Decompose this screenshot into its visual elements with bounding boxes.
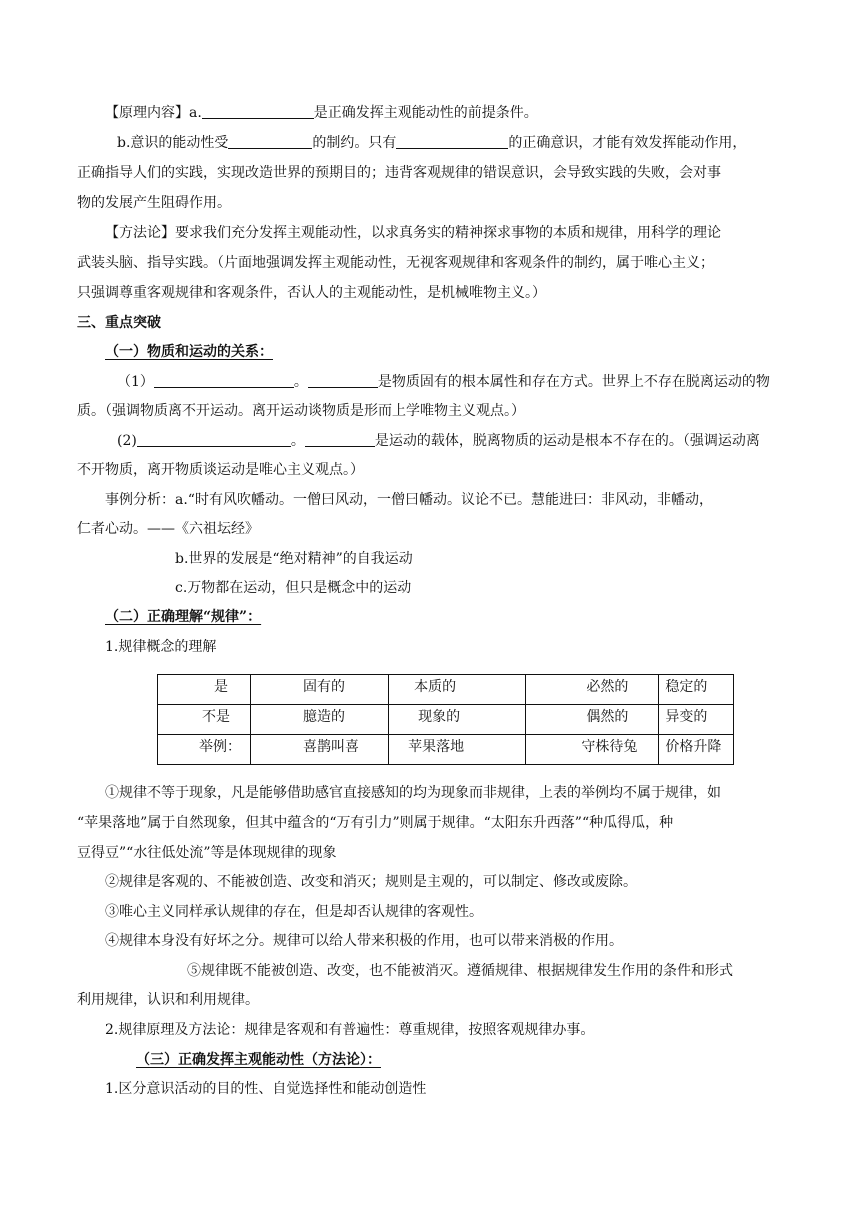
law-concept-heading: 1.规律概念的理解 — [105, 639, 217, 655]
matter-motion-item-1 — [117, 372, 770, 392]
law-note-2: ②规律是客观的、不能被创造、改变和消灭；规则是主观的，可以制定、修改或废除。 — [105, 874, 637, 890]
matter-motion-item-2 — [117, 431, 760, 451]
methodology-line-1: 【方法论】要求我们充分发挥主观能动性，以求真务实的精神探求事物的本质和规律，用科学的理论 — [105, 225, 721, 241]
item-number: （1） — [117, 374, 154, 390]
case-analysis-b: b.世界的发展是“绝对精神”的自我运动 — [175, 551, 413, 567]
table-cell: 稳定的 — [659, 675, 734, 705]
item-text: 是物质固有的根本属性和存在方式。世界上不存在脱离运动的物 — [377, 374, 770, 390]
law-note-5-line-1: ⑤规律既不能被创造、改变，也不能被消灭。遵循规律、根据规律发生作用的条件和形式 — [187, 963, 733, 979]
table-row — [158, 705, 734, 735]
table-cell: 臆造的 — [250, 705, 388, 735]
item-text: 。 — [290, 433, 305, 449]
matter-motion-item-2-cont: 不开物质，离开物质谈运动是唯心主义观点。） — [77, 462, 364, 478]
principle-text: 是正确发挥主观能动性的前提条件。 — [313, 105, 538, 121]
section-heading: 三、重点突破 — [77, 315, 161, 331]
law-note-1-line-2: “苹果落地”属于自然现象，但其中蕴含的“万有引力”则属于规律。“太阳东升西落”“种瓜得瓜，种 — [77, 815, 674, 831]
fill-blank — [137, 431, 291, 447]
fill-blank — [396, 133, 508, 149]
law-comparison-table — [157, 674, 734, 765]
principle-line-1 — [105, 103, 538, 123]
item-text: 。 — [293, 374, 308, 390]
table-cell: 喜鹊叫喜 — [250, 735, 388, 765]
table-cell: 必然的 — [526, 675, 659, 705]
item-number: (2) — [117, 433, 137, 449]
law-note-3: ③唯心主义同样承认规律的存在，但是却否认规律的客观性。 — [105, 904, 483, 920]
subsection-heading-3: （三）正确发挥主观能动性（方法论）： — [136, 1052, 381, 1068]
table-row — [158, 735, 734, 765]
matter-motion-item-1-cont: 质。（强调物质离不开运动。离开运动谈物质是形而上学唯物主义观点。） — [77, 403, 525, 419]
table-cell: 偶然的 — [526, 705, 659, 735]
principle-label: 【原理内容】a. — [105, 105, 202, 121]
law-note-1-line-3: 豆得豆”“水往低处流”等是体现规律的现象 — [77, 845, 337, 861]
table-cell: 价格升降 — [659, 735, 734, 765]
fill-blank — [154, 372, 294, 388]
case-analysis-line-2: 仁者心动。——《六祖坛经》 — [77, 521, 259, 537]
methodology-line-2: 武装头脑、指导实践。（片面地强调发挥主观能动性，无视客观规律和客观条件的制约，属于唯心主义； — [77, 255, 714, 271]
law-methodology: 2.规律原理及方法论：规律是客观和有普遍性：尊重规律，按照客观规律办事。 — [105, 1022, 595, 1038]
case-analysis-line-1: 事例分析：a.“时有风吹幡动。一僧曰风动，一僧曰幡动。议论不已。慧能进曰：非风动，非幡动， — [105, 492, 713, 508]
table-cell: 本质的 — [389, 675, 526, 705]
table-cell: 现象的 — [389, 705, 526, 735]
principle-text: 的制约。只有 — [312, 135, 397, 151]
distinguish-heading: 1.区分意识活动的目的性、自觉选择性和能动创造性 — [105, 1081, 427, 1097]
law-note-4: ④规律本身没有好坏之分。规律可以给人带来积极的作用，也可以带来消极的作用。 — [105, 933, 623, 949]
fill-blank — [308, 372, 378, 388]
principle-line-2 — [117, 133, 746, 153]
principle-line-4: 物的发展产生阻碍作用。 — [77, 195, 231, 211]
table-cell: 苹果落地 — [389, 735, 526, 765]
fill-blank — [228, 133, 312, 149]
principle-line-3: 正确指导人们的实践，实现改造世界的预期目的；违背客观规律的错误意识，会导致实践的失败，会对事 — [77, 165, 721, 181]
principle-text: 的正确意识，才能有效发挥能动作用， — [508, 135, 747, 151]
law-note-1-line-1: ①规律不等于现象，凡是能够借助感官直接感知的均为现象而非规律，上表的举例均不属于规律，如 — [105, 785, 721, 801]
methodology-line-3: 只强调尊重客观规律和客观条件，否认人的主观能动性，是机械唯物主义。） — [77, 285, 546, 301]
table-cell: 举例： — [158, 735, 251, 765]
law-note-5-line-2: 利用规律，认识和利用规律。 — [77, 992, 259, 1008]
table-cell: 固有的 — [250, 675, 388, 705]
case-analysis-c: c.万物都在运动，但只是概念中的运动 — [175, 580, 412, 596]
table-cell: 是 — [158, 675, 251, 705]
principle-text: b.意识的能动性受 — [117, 135, 229, 151]
table-row — [158, 675, 734, 705]
table-cell: 异变的 — [659, 705, 734, 735]
fill-blank — [305, 431, 375, 447]
fill-blank — [202, 103, 314, 119]
subsection-heading-2: （二）正确理解“规律”： — [105, 609, 262, 625]
subsection-heading-1: （一）物质和运动的关系： — [105, 344, 273, 360]
table-cell: 不是 — [158, 705, 251, 735]
table-cell: 守株待兔 — [526, 735, 659, 765]
item-text: 是运动的载体，脱离物质的运动是根本不存在的。（强调运动离 — [374, 433, 760, 449]
